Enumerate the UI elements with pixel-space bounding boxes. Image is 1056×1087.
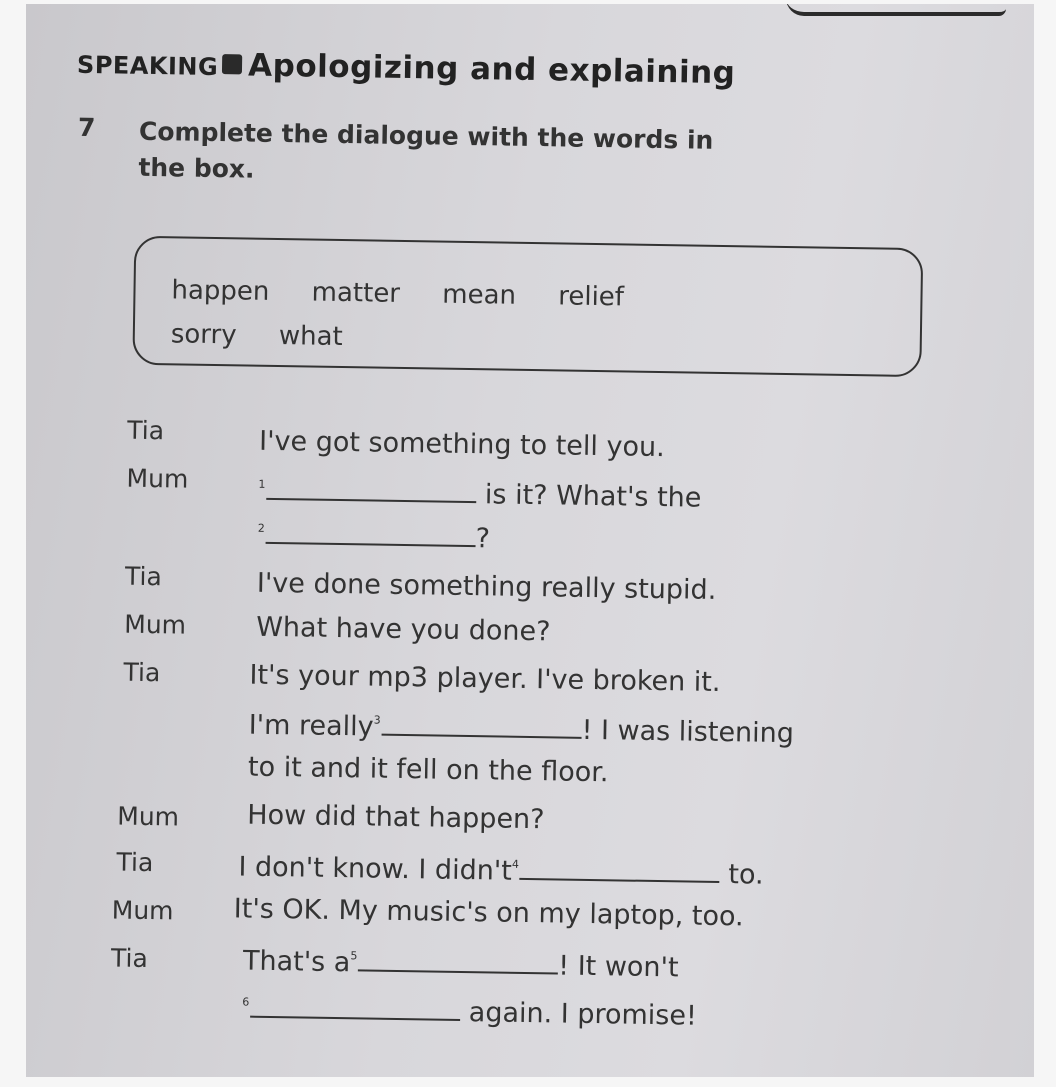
dialogue-line: It's your mp3 player. I've broken it. xyxy=(249,659,721,698)
speaker-label: Mum xyxy=(126,463,189,494)
gap-number: 2 xyxy=(257,521,265,535)
dialogue-line xyxy=(238,847,764,890)
instruction-line-1: Complete the dialogue with the words in xyxy=(138,116,714,155)
dialogue-text: I'm really xyxy=(248,709,374,743)
dialogue-text: again. I promise! xyxy=(468,997,698,1032)
square-bullet-icon xyxy=(222,54,242,74)
dialogue-line xyxy=(243,942,679,984)
exercise-instruction xyxy=(138,114,859,197)
top-border-line xyxy=(786,4,1006,16)
section-label: SPEAKING xyxy=(76,50,219,82)
dialogue-line: What have you done? xyxy=(255,611,551,648)
dialogue-text: ! I was listening xyxy=(581,714,795,750)
speaker-label: Tia xyxy=(116,847,154,878)
dialogue-line: I've got something to tell you. xyxy=(258,425,665,464)
speaker-label: Mum xyxy=(111,895,174,926)
word-item: happen xyxy=(171,275,270,307)
dialogue-text: That's a xyxy=(242,945,351,979)
gap-number: 3 xyxy=(373,713,381,727)
speaker-label: Mum xyxy=(124,609,187,640)
dialogue-line: to it and it fell on the floor. xyxy=(247,751,609,789)
dialogue-line: I've done something really stupid. xyxy=(256,567,717,606)
dialogue-line: It's OK. My music's on my laptop, too. xyxy=(233,893,744,933)
dialogue-text: to. xyxy=(728,859,764,891)
section-heading xyxy=(77,45,736,91)
answer-blank[interactable] xyxy=(250,990,460,1021)
dialogue-line xyxy=(248,706,794,750)
answer-blank[interactable] xyxy=(520,852,720,883)
answer-blank[interactable] xyxy=(266,516,476,547)
speaker-label: Tia xyxy=(123,657,161,688)
dialogue-text: I don't know. I didn't xyxy=(238,851,513,887)
dialogue-text: is it? What's the xyxy=(484,479,702,514)
gap-number: 4 xyxy=(511,857,520,871)
speaker-label: Tia xyxy=(127,415,165,446)
answer-blank[interactable] xyxy=(266,472,476,503)
dialogue-line xyxy=(257,516,490,555)
instruction-line-2: the box. xyxy=(138,152,255,184)
gap-number: 6 xyxy=(242,995,250,1009)
workbook-page xyxy=(26,4,1034,1077)
word-item: sorry xyxy=(170,319,237,351)
word-item: relief xyxy=(558,281,625,313)
section-title: Apologizing and explaining xyxy=(247,47,736,92)
gap-number: 5 xyxy=(350,949,358,963)
speaker-label: Mum xyxy=(117,801,180,832)
dialogue-line: How did that happen? xyxy=(247,799,545,836)
word-box-words xyxy=(170,268,891,367)
dialogue-line xyxy=(258,472,702,514)
speaker-label: Tia xyxy=(110,943,149,974)
dialogue-text: ? xyxy=(475,523,491,555)
photo-page xyxy=(26,4,1034,1077)
speaker-label: Tia xyxy=(124,561,163,592)
word-item: matter xyxy=(311,277,401,309)
dialogue-text: ! It won't xyxy=(558,950,679,984)
answer-blank[interactable] xyxy=(381,708,581,739)
exercise-number: 7 xyxy=(77,112,96,143)
answer-blank[interactable] xyxy=(358,943,558,974)
word-item: what xyxy=(278,321,343,353)
dialogue-line xyxy=(242,990,697,1032)
gap-number: 1 xyxy=(258,477,266,491)
word-item: mean xyxy=(442,279,517,311)
